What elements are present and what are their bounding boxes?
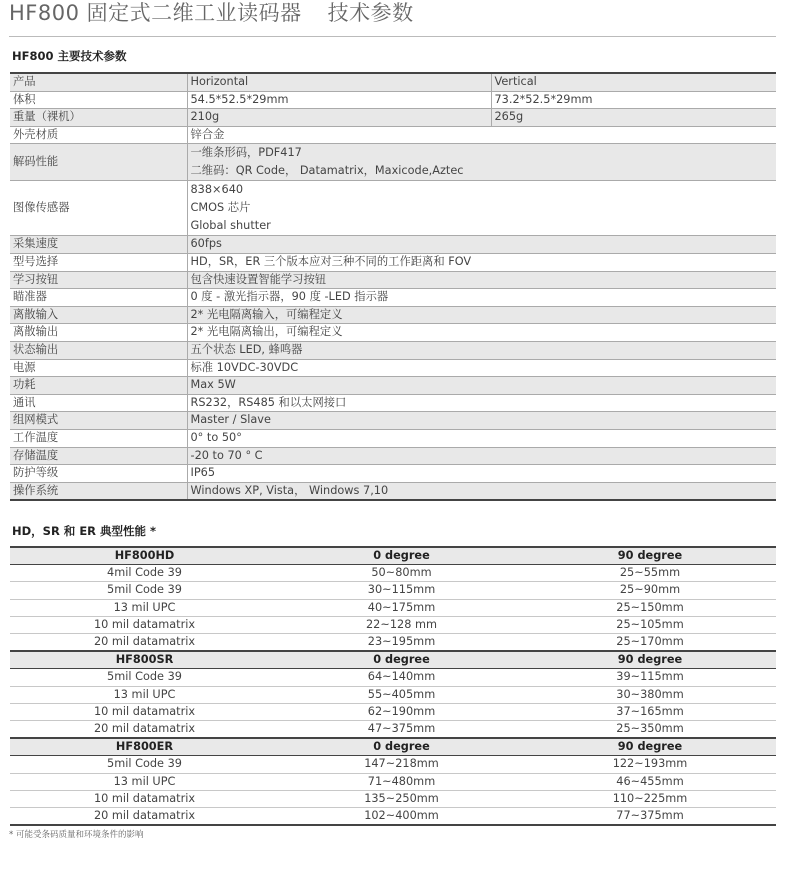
spec-value xyxy=(187,306,776,324)
perf-code-type: 13 mil UPC xyxy=(10,773,279,790)
spec-value xyxy=(187,412,776,430)
spec-size-row xyxy=(10,91,776,109)
spec-value xyxy=(187,447,776,465)
perf-code-type: 13 mil UPC xyxy=(10,599,279,616)
perf-range: 77~375mm xyxy=(524,808,776,826)
spec-row xyxy=(10,377,776,395)
footnote: * 可能受条码质量和环境条件的影响 xyxy=(9,830,144,840)
spec-label: 外壳材质 xyxy=(10,126,187,144)
perf-row xyxy=(10,582,776,599)
spec-value-line: 五个状态 LED, 蜂鸣器 xyxy=(190,342,303,356)
spec-value xyxy=(187,377,776,395)
perf-angle-header: 90 degree xyxy=(524,738,776,756)
perf-group-header xyxy=(10,651,776,669)
perf-code-type: 10 mil datamatrix xyxy=(10,616,279,633)
spec-value-line: Master / Slave xyxy=(190,413,271,427)
perf-range: 39~115mm xyxy=(524,669,776,686)
perf-code-type: 10 mil datamatrix xyxy=(10,790,279,807)
perf-model-name: HF800ER xyxy=(10,738,279,756)
spec-value-line: 838×640 xyxy=(190,183,244,197)
spec-value xyxy=(187,253,776,271)
spec-label: 工作温度 xyxy=(10,429,187,447)
spec-value xyxy=(187,271,776,289)
perf-range: 110~225mm xyxy=(524,790,776,807)
spec-value xyxy=(187,429,776,447)
spec-value-line: 60fps xyxy=(190,237,222,251)
spec-row xyxy=(10,324,776,342)
perf-code-type: 20 mil datamatrix xyxy=(10,808,279,826)
perf-row xyxy=(10,756,776,773)
spec-value-line: 标准 10VDC-30VDC xyxy=(190,360,299,374)
perf-model-name: HF800HD xyxy=(10,547,279,565)
spec-label: 离散输入 xyxy=(10,306,187,324)
spec-label: 学习按钮 xyxy=(10,271,187,289)
perf-range: 55~405mm xyxy=(279,686,524,703)
perf-range: 25~90mm xyxy=(524,582,776,599)
spec-row xyxy=(10,271,776,289)
spec-row xyxy=(10,482,776,500)
spec-value-line: 二维码：QR Code， Datamatrix，Maxicode,Aztec xyxy=(190,164,464,178)
spec-row xyxy=(10,429,776,447)
spec-row xyxy=(10,144,776,181)
spec-value-line: 一维条形码，PDF417 xyxy=(190,146,302,160)
spec-value-line: 0° to 50° xyxy=(190,430,242,444)
spec-value xyxy=(187,359,776,377)
spec-label: 防护等级 xyxy=(10,465,187,483)
spec-row xyxy=(10,465,776,483)
spec-value-line: Global shutter xyxy=(190,219,271,233)
perf-range: 135~250mm xyxy=(279,790,524,807)
spec-value xyxy=(187,144,776,181)
spec-label: 体积 xyxy=(10,91,187,109)
performance-table xyxy=(10,546,776,826)
spec-value xyxy=(187,324,776,342)
spec-label: 产品 xyxy=(10,73,187,91)
page-title-sub: 技术参数 xyxy=(327,1,414,25)
perf-code-type: 5mil Code 39 xyxy=(10,756,279,773)
perf-range: 64~140mm xyxy=(279,669,524,686)
perf-angle-header: 90 degree xyxy=(524,651,776,669)
spec-label: 存储温度 xyxy=(10,447,187,465)
perf-range: 22~128 mm xyxy=(279,616,524,633)
spec-value: 73.2*52.5*29mm xyxy=(491,91,776,109)
perf-row xyxy=(10,808,776,826)
spec-value xyxy=(187,341,776,359)
spec-value-line: HD，SR，ER 三个版本应对三种不同的工作距离和 FOV xyxy=(190,254,472,268)
perf-angle-header: 0 degree xyxy=(279,738,524,756)
spec-row xyxy=(10,306,776,324)
spec-value-line: 2* 光电隔离输入，可编程定义 xyxy=(190,307,343,321)
spec-label: 离散输出 xyxy=(10,324,187,342)
spec-label: 电源 xyxy=(10,359,187,377)
spec-value-line: IP65 xyxy=(190,466,216,480)
perf-row xyxy=(10,686,776,703)
spec-horizontal-header: Horizontal xyxy=(187,73,491,91)
perf-angle-header: 90 degree xyxy=(524,547,776,565)
title-divider xyxy=(9,36,776,37)
perf-code-type: 5mil Code 39 xyxy=(10,582,279,599)
perf-row xyxy=(10,721,776,739)
perf-code-type: 4mil Code 39 xyxy=(10,565,279,582)
spec-value-line: 2* 光电隔离输出，可编程定义 xyxy=(190,325,343,339)
spec-weight-row xyxy=(10,109,776,127)
spec-value: 265g xyxy=(491,109,776,127)
perf-row xyxy=(10,703,776,720)
perf-row xyxy=(10,634,776,652)
perf-code-type: 5mil Code 39 xyxy=(10,669,279,686)
spec-value xyxy=(187,126,776,144)
spec-value-line: -20 to 70 ° C xyxy=(190,448,263,462)
spec-header-row xyxy=(10,73,776,91)
spec-row xyxy=(10,126,776,144)
perf-range: 40~175mm xyxy=(279,599,524,616)
spec-value-line: CMOS 芯片 xyxy=(190,201,251,215)
perf-code-type: 10 mil datamatrix xyxy=(10,703,279,720)
spec-value-line: Max 5W xyxy=(190,378,236,392)
perf-range: 46~455mm xyxy=(524,773,776,790)
spec-row xyxy=(10,359,776,377)
spec-value-line: 0 度 - 激光指示器，90 度 -LED 指示器 xyxy=(190,290,389,304)
spec-label: 瞄准器 xyxy=(10,289,187,307)
perf-range: 30~115mm xyxy=(279,582,524,599)
spec-table xyxy=(10,72,776,501)
spec-row xyxy=(10,412,776,430)
perf-range: 50~80mm xyxy=(279,565,524,582)
perf-angle-header: 0 degree xyxy=(279,547,524,565)
perf-range: 37~165mm xyxy=(524,703,776,720)
perf-row xyxy=(10,773,776,790)
perf-row xyxy=(10,565,776,582)
perf-code-type: 20 mil datamatrix xyxy=(10,634,279,652)
spec-label: 型号选择 xyxy=(10,253,187,271)
perf-range: 30~380mm xyxy=(524,686,776,703)
spec-row xyxy=(10,394,776,412)
spec-value: 210g xyxy=(187,109,491,127)
spec-value xyxy=(187,289,776,307)
spec-value-line: 锌合金 xyxy=(190,127,225,141)
perf-group-header xyxy=(10,738,776,756)
spec-value xyxy=(187,482,776,500)
spec-row xyxy=(10,341,776,359)
spec-row xyxy=(10,289,776,307)
perf-row xyxy=(10,669,776,686)
page-title xyxy=(9,0,414,26)
spec-vertical-header: Vertical xyxy=(491,73,776,91)
spec-label: 组网模式 xyxy=(10,412,187,430)
perf-code-type: 20 mil datamatrix xyxy=(10,721,279,739)
spec-label: 操作系统 xyxy=(10,482,187,500)
perf-model-name: HF800SR xyxy=(10,651,279,669)
spec-row xyxy=(10,236,776,254)
spec-label: 功耗 xyxy=(10,377,187,395)
perf-range: 122~193mm xyxy=(524,756,776,773)
spec-value-line: 包含快速设置智能学习按钮 xyxy=(190,272,327,286)
perf-row xyxy=(10,599,776,616)
spec-label: 状态输出 xyxy=(10,341,187,359)
spec-value xyxy=(187,465,776,483)
spec-label: 重量（裸机） xyxy=(10,109,187,127)
perf-range: 23~195mm xyxy=(279,634,524,652)
perf-angle-header: 0 degree xyxy=(279,651,524,669)
spec-value xyxy=(187,236,776,254)
spec-value-line: RS232，RS485 和以太网接口 xyxy=(190,395,347,409)
spec-value xyxy=(187,394,776,412)
perf-range: 147~218mm xyxy=(279,756,524,773)
perf-range: 62~190mm xyxy=(279,703,524,720)
perf-range: 25~105mm xyxy=(524,616,776,633)
spec-label: 通讯 xyxy=(10,394,187,412)
spec-section-title: HF800 主要技术参数 xyxy=(12,49,127,63)
perf-row xyxy=(10,616,776,633)
perf-section-title: HD，SR 和 ER 典型性能 * xyxy=(12,524,157,538)
spec-row xyxy=(10,181,776,236)
spec-value xyxy=(187,181,776,236)
spec-label: 解码性能 xyxy=(10,144,187,181)
spec-row xyxy=(10,447,776,465)
spec-label: 图像传感器 xyxy=(10,181,187,236)
perf-range: 25~170mm xyxy=(524,634,776,652)
perf-range: 47~375mm xyxy=(279,721,524,739)
perf-code-type: 13 mil UPC xyxy=(10,686,279,703)
perf-range: 71~480mm xyxy=(279,773,524,790)
spec-value-line: Windows XP, Vista， Windows 7,10 xyxy=(190,483,389,497)
perf-range: 25~350mm xyxy=(524,721,776,739)
spec-value: 54.5*52.5*29mm xyxy=(187,91,491,109)
spec-row xyxy=(10,253,776,271)
perf-group-header xyxy=(10,547,776,565)
perf-range: 102~400mm xyxy=(279,808,524,826)
perf-range: 25~150mm xyxy=(524,599,776,616)
perf-range: 25~55mm xyxy=(524,565,776,582)
page-title-main: HF800 固定式二维工业读码器 xyxy=(9,1,302,25)
spec-label: 采集速度 xyxy=(10,236,187,254)
perf-row xyxy=(10,790,776,807)
